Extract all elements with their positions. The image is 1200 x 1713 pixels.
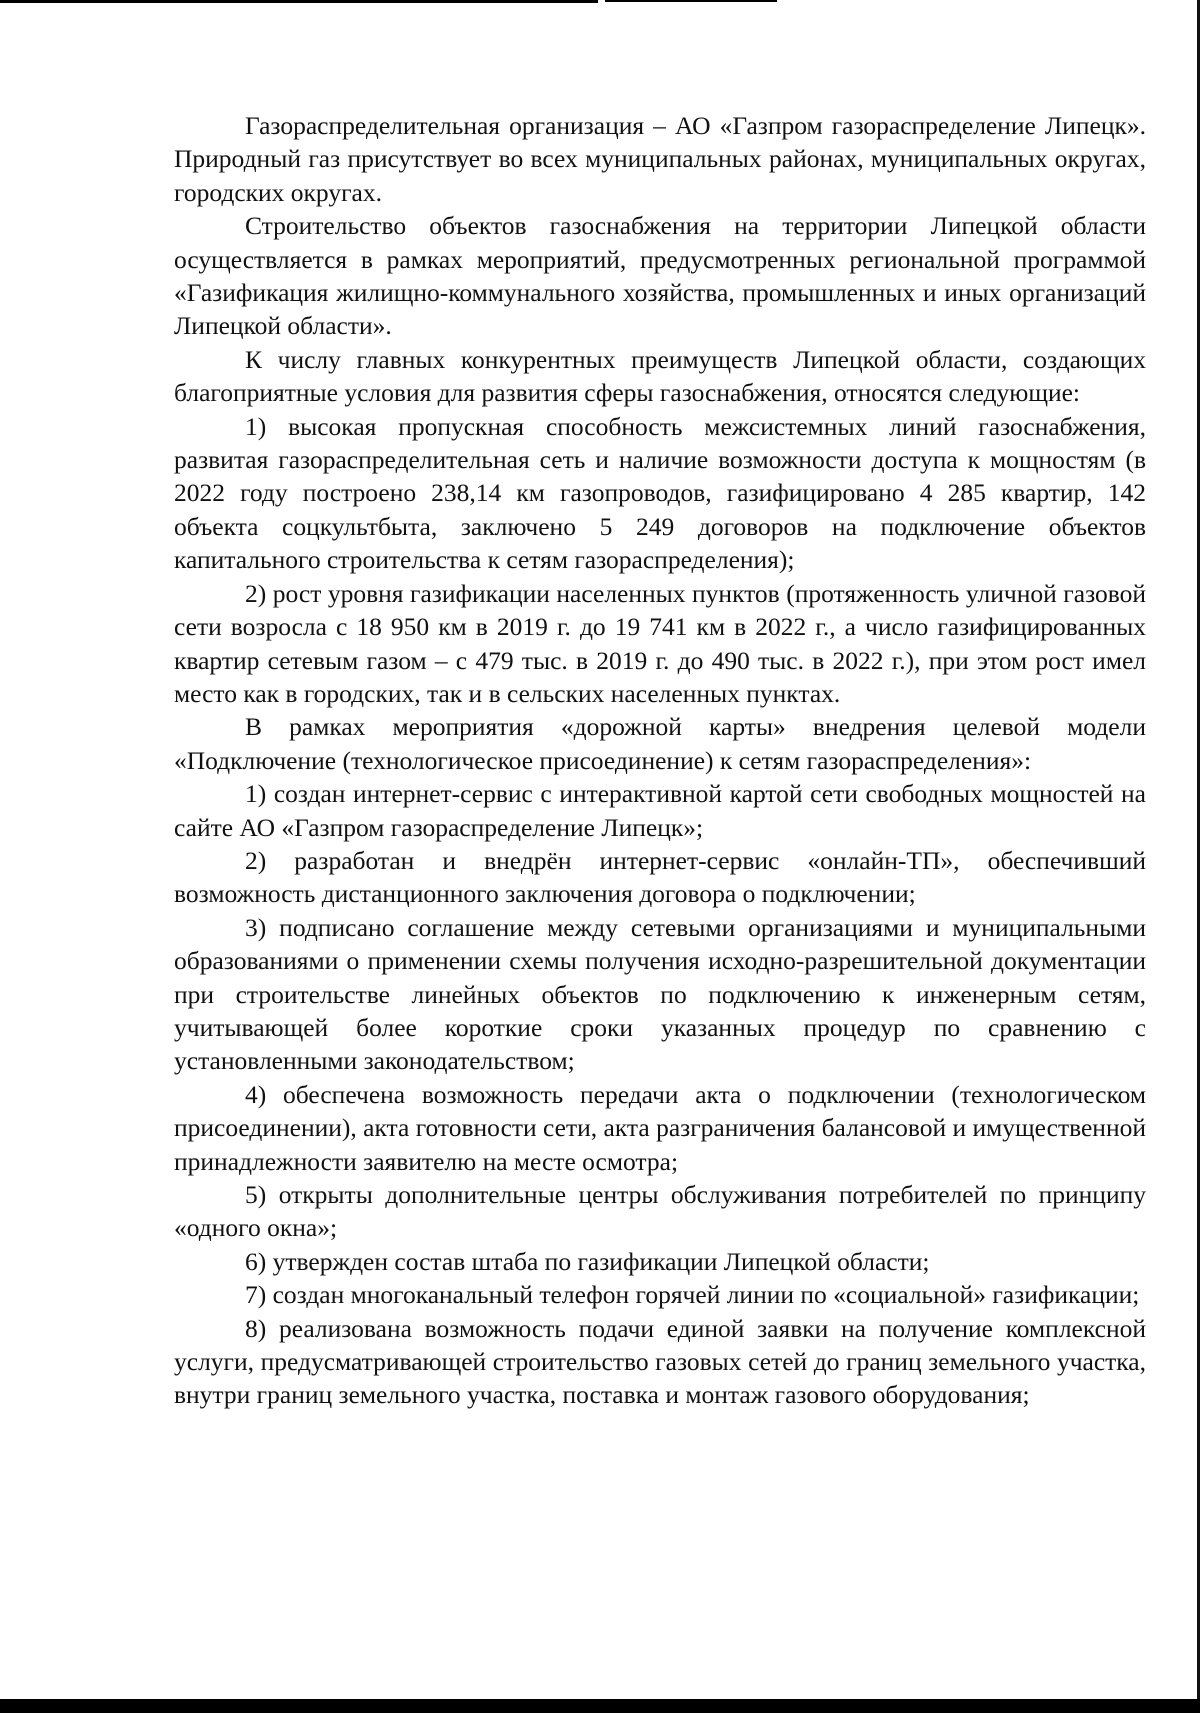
paragraph-roadmap-intro: В рамках мероприятия «дорожной карты» внедрения целевой модели «Подключение (технологическое присоединение) к сетям газораспределения»: xyxy=(174,712,1146,775)
list-item-measure-4: 4) обеспечена возможность передачи акта о подключении (технологическом присоединении), акта готовности сети, акта разграничения балансовой и имущественной принадлежности заявителю на месте осмотра; xyxy=(174,1079,1146,1176)
scan-border-top-right xyxy=(605,0,777,2)
paragraph-gas-distribution-org: Газораспределительная организация – АО «Газпром газораспределение Липецк». Природный газ присутствует во всех муниципальных районах, муниципальных округах, городских округах. xyxy=(174,111,1146,207)
list-item-measure-1: 1) создан интернет-сервис с интерактивной картой сети свободных мощностей на сайте АО «Газпром газораспределение Липецк»; xyxy=(174,779,1146,842)
list-item-measure-5: 5) открыты дополнительные центры обслуживания потребителей по принципу «одного окна»; xyxy=(174,1180,1146,1243)
document-page xyxy=(174,109,1146,1412)
scan-border-bottom xyxy=(0,1699,1200,1713)
list-item-measure-7: 7) создан многоканальный телефон горячей линии по «социальной» газификации; xyxy=(245,1280,1140,1310)
paragraph-construction-program: Строительство объектов газоснабжения на территории Липецкой области осуществляется в рамках мероприятий, предусмотренных региональной программой «Газификация жилищно-коммунального хозяйства, промышленных и иных организаций Липецкой области». xyxy=(174,211,1146,341)
list-item-measure-3: 3) подписано соглашение между сетевыми организациями и муниципальными образованиями о применении схемы получения исходно-разрешительной документации при строительстве линейных объектов по подключению к инженерным сетям, учитывающей более короткие сроки указанных процедур по сравнению с установленными законодательством; xyxy=(174,912,1146,1076)
list-item-advantage-2: 2) рост уровня газификации населенных пунктов (протяженность уличной газовой сети возросла с 18 950 км в 2019 г. до 19 741 км в 2022 г., а число газифицированных квартир сетевым газом – с 479 тыс. в 2019 г. до 490 тыс. в 2022 г.), при этом рост имел место как в городских, так и в сельских населенных пунктах. xyxy=(174,578,1146,708)
list-item-measure-6: 6) утвержден состав штаба по газификации Липецкой области; xyxy=(245,1246,930,1276)
list-item-advantage-1: 1) высокая пропускная способность межсистемных линий газоснабжения, развитая газораспределительная сеть и наличие возможности доступа к мощностям (в 2022 году построено 238,14 км газопроводов, газифицировано 4 285 квартир, 142 объекта соцкультбыта, заключено 5 249 договоров на подключение объектов капитального строительства к сетям газораспределения); xyxy=(174,411,1146,575)
scan-border-top-left xyxy=(0,0,598,3)
list-item-measure-8: 8) реализована возможность подачи единой заявки на получение комплексной услуги, предусматривающей строительство газовых сетей до границ земельного участка, внутри границ земельного участка, поставка и монтаж газового оборудования; xyxy=(174,1313,1146,1410)
list-item-measure-2: 2) разработан и внедрён интернет-сервис «онлайн-ТП», обеспечивший возможность дистанционного заключения договора о подключении; xyxy=(174,845,1146,909)
paragraph-competitive-advantages: К числу главных конкурентных преимуществ Липецкой области, создающих благоприятные условия для развития сферы газоснабжения, относятся следующие: xyxy=(174,344,1146,408)
